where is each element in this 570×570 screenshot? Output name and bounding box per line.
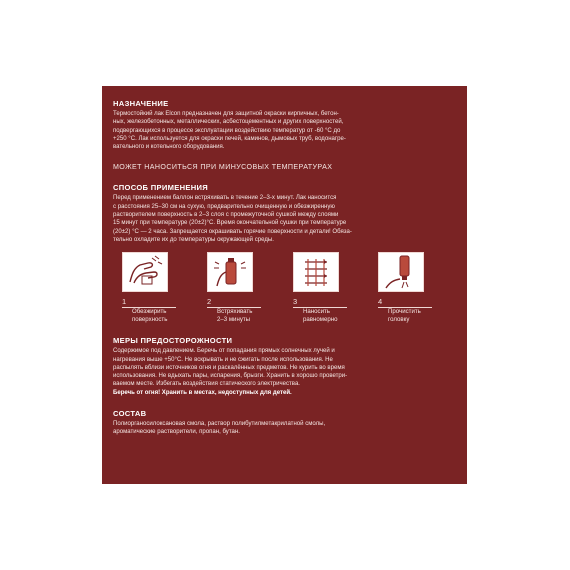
- purpose-text: [113, 110, 457, 151]
- composition-text: [113, 420, 457, 437]
- step-number: 3: [293, 297, 298, 307]
- step-label-line: Наносить: [303, 308, 330, 316]
- method-line: растворителем поверхность в 2–3 слоя с промежуточной сушкой между слоями: [113, 212, 339, 219]
- precautions-text: [113, 347, 457, 397]
- degrease-hands-icon: [122, 252, 168, 292]
- step-number: 1: [122, 297, 127, 307]
- purpose-line: +250 °С. Лак используется для окраски печей, каминов, дымовых труб, водонагре-: [113, 135, 346, 142]
- product-label-panel: [102, 86, 467, 484]
- shake-can-icon: [207, 252, 253, 292]
- method-heading: СПОСОБ ПРИМЕНЕНИЯ: [113, 183, 209, 193]
- step-label-line: Встряхивать: [217, 308, 253, 316]
- step-number: 4: [378, 297, 383, 307]
- step-label: [388, 308, 421, 324]
- application-steps: [113, 252, 457, 334]
- step-1: [122, 252, 202, 334]
- composition-line: ароматические растворители, пропан, бутан.: [113, 429, 240, 436]
- clean-nozzle-icon: [378, 252, 424, 292]
- composition-line: Полиорганосилоксановая смола, раствор полибутилметакрилатной смолы,: [113, 421, 326, 428]
- precautions-line: Содержимое под давлением. Беречь от попадания прямых солнечных лучей и: [113, 348, 335, 355]
- precautions-heading: МЕРЫ ПРЕДОСТОРОЖНОСТИ: [113, 336, 233, 346]
- step-label: [132, 308, 167, 324]
- step-label-line: головку: [388, 316, 410, 324]
- purpose-line: ных, железобетонных, металлических, асбестоцементных и других поверхностей,: [113, 119, 344, 126]
- method-line: Перед применением баллон встряхивать в течение 2–3-х минут. Лак наносится: [113, 195, 337, 202]
- method-line: тельно охладите их до температуры окружающей среды.: [113, 236, 274, 243]
- step-label-line: 2–3 минуты: [217, 316, 251, 324]
- purpose-line: вательного и котельного оборудования.: [113, 144, 225, 151]
- step-label-line: Обезжирить: [132, 308, 167, 316]
- precautions-line: нагревания выше +50°С. Не вскрывать и не сжигать после использования. Не: [113, 356, 333, 363]
- composition-heading: СОСТАВ: [113, 409, 147, 419]
- purpose-line: подвергающихся в процессе эксплуатации воздействию температур от -60 °С до: [113, 127, 341, 134]
- step-number: 2: [207, 297, 212, 307]
- tagline: МОЖЕТ НАНОСИТЬСЯ ПРИ МИНУСОВЫХ ТЕМПЕРАТУРАХ: [113, 163, 333, 172]
- step-label-line: поверхность: [132, 316, 168, 324]
- precautions-line: ваемом месте. Избегать воздействия статического электричества.: [113, 381, 300, 388]
- method-line: 15 минут при температуре (20±2)°С. Время окончательной сушки при температуре: [113, 220, 347, 227]
- step-2: [207, 252, 287, 334]
- precautions-line: распылять вблизи источников огня и раскалённых предметов. Не курить во время: [113, 364, 345, 371]
- step-label: [303, 308, 338, 324]
- precautions-warning: Беречь от огня! Хранить в местах, недоступных для детей.: [113, 389, 292, 396]
- purpose-heading: НАЗНАЧЕНИЕ: [113, 99, 169, 108]
- step-3: [293, 252, 373, 334]
- method-text: [113, 194, 457, 244]
- label-content: [113, 99, 457, 437]
- method-line: с расстояния 25–30 см на сухую, предварительно очищенную и обезжиренную: [113, 203, 335, 210]
- precautions-line: использования. Не вдыхать пары, испарения, брызги. Хранить в хорошо проветри-: [113, 373, 348, 380]
- step-label: [217, 308, 252, 324]
- even-spray-pattern-icon: [293, 252, 339, 292]
- step-label-line: равномерно: [303, 316, 338, 324]
- purpose-line: Термостойкий лак Elcon предназначен для защитной окраски кирпичных, бетон-: [113, 111, 339, 117]
- method-line: (20±2) °С — 2 часа. Запрещается окрашивать горячие поверхности и детали! Обяза-: [113, 228, 352, 235]
- step-label-line: Прочистить: [388, 308, 421, 316]
- step-4: [378, 252, 458, 334]
